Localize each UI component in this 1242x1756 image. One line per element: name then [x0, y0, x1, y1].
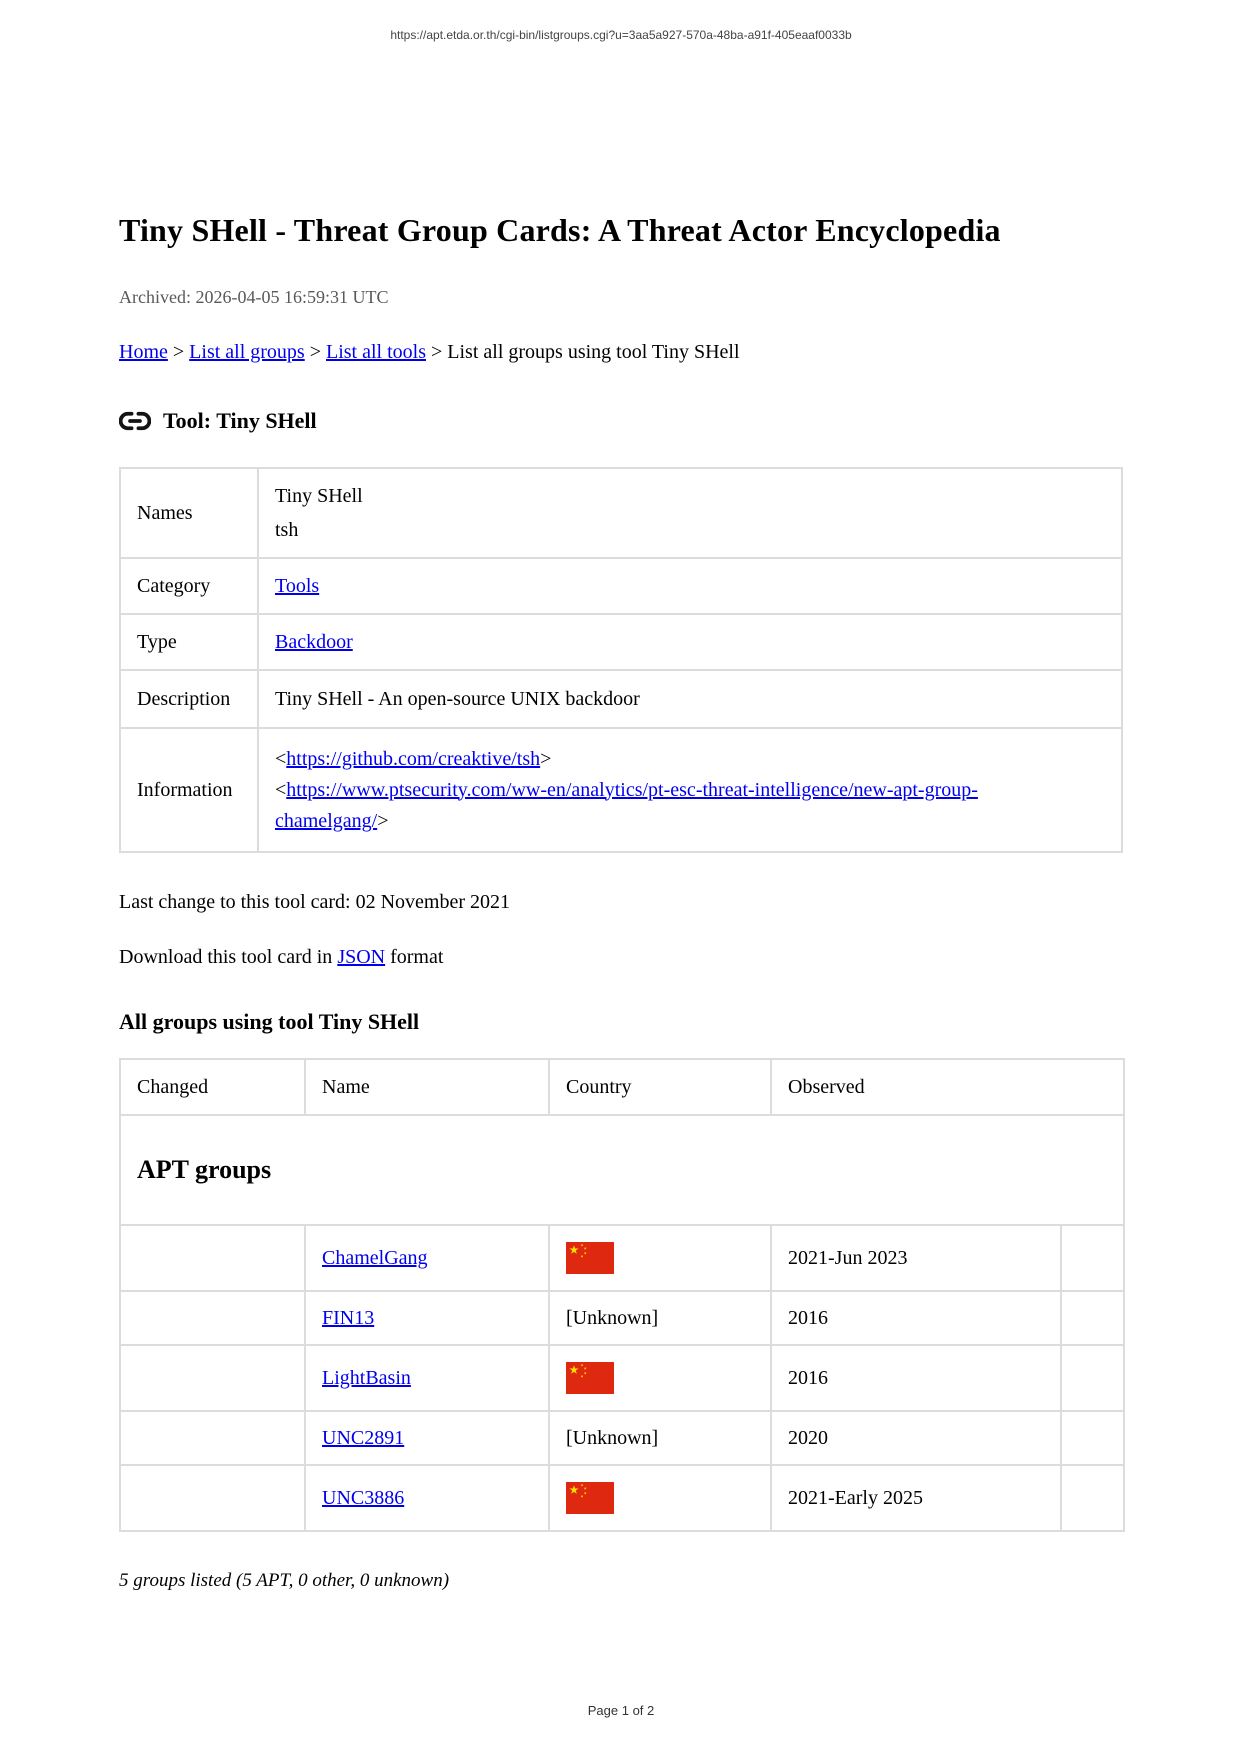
information-link-github[interactable]: https://github.com/creaktive/tsh	[286, 747, 541, 770]
bracket: <	[275, 778, 287, 801]
cell-country	[549, 1291, 771, 1345]
cell-changed	[120, 1291, 305, 1345]
row-label-description: Description	[120, 670, 258, 728]
tool-row-type	[120, 614, 1122, 670]
groups-table	[119, 1058, 1125, 1532]
json-download-link[interactable]: JSON	[337, 946, 386, 968]
tool-heading-label: Tool: Tiny SHell	[163, 408, 317, 433]
breadcrumb-current: List all groups using tool Tiny SHell	[447, 341, 740, 363]
last-change-note: Last change to this tool card: 02 November 2021	[119, 891, 511, 913]
breadcrumb-separator: >	[172, 341, 185, 363]
column-header-country: Country	[549, 1059, 771, 1115]
groups-section-row	[120, 1115, 1124, 1225]
cell-observed: 2020	[771, 1411, 1061, 1465]
groups-header-row	[120, 1059, 1124, 1115]
cell-changed	[120, 1345, 305, 1411]
bracket: >	[377, 809, 389, 832]
tool-description-value: Tiny SHell - An open-source UNIX backdoor	[258, 670, 1122, 728]
tool-names-value: Tiny SHell tsh	[258, 468, 1122, 558]
china-flag-icon	[566, 1362, 614, 1394]
link-icon	[119, 410, 151, 432]
category-tools-link[interactable]: Tools	[275, 574, 320, 597]
table-row	[120, 1345, 1124, 1411]
country-label: [Unknown]	[566, 1306, 659, 1329]
cell-empty	[1061, 1465, 1124, 1531]
page-number: Page 1 of 2	[587, 1703, 655, 1718]
breadcrumb	[119, 340, 1123, 364]
cell-observed: 2016	[771, 1345, 1061, 1411]
table-row	[120, 1291, 1124, 1345]
group-link-unc3886[interactable]: UNC3886	[322, 1486, 405, 1509]
bracket: >	[540, 747, 552, 770]
country-label: [Unknown]	[566, 1426, 659, 1449]
row-label-type: Type	[120, 614, 258, 670]
cell-empty	[1061, 1411, 1124, 1465]
cell-empty	[1061, 1345, 1124, 1411]
cell-country	[549, 1411, 771, 1465]
row-label-names: Names	[120, 468, 258, 558]
cell-changed	[120, 1225, 305, 1291]
group-link-fin13[interactable]: FIN13	[322, 1306, 375, 1329]
group-link-unc2891[interactable]: UNC2891	[322, 1426, 405, 1449]
cell-empty	[1061, 1225, 1124, 1291]
table-row	[120, 1411, 1124, 1465]
table-row	[120, 1465, 1124, 1531]
information-link-line	[275, 775, 1105, 837]
column-header-observed: Observed	[771, 1059, 1124, 1115]
breadcrumb-home-link[interactable]: Home	[119, 341, 168, 363]
download-prefix: Download this tool card in	[119, 946, 338, 968]
cell-country	[549, 1465, 771, 1531]
china-flag-icon	[566, 1482, 614, 1514]
cell-empty	[1061, 1291, 1124, 1345]
apt-groups-section-label: APT groups	[120, 1115, 1124, 1225]
breadcrumb-separator: >	[309, 341, 321, 363]
information-link-ptsecurity[interactable]: https://www.ptsecurity.com/ww-en/analytics/pt-esc-threat-intelligence/new-apt-group- chamelgang/	[275, 778, 978, 832]
cell-country	[549, 1345, 771, 1411]
tool-row-description	[120, 670, 1122, 728]
groups-count-summary: 5 groups listed (5 APT, 0 other, 0 unknown)	[119, 1570, 450, 1591]
bracket: <	[275, 747, 287, 770]
cell-observed: 2021-Jun 2023	[771, 1225, 1061, 1291]
tool-row-information	[120, 728, 1122, 852]
cell-changed	[120, 1411, 305, 1465]
cell-changed	[120, 1465, 305, 1531]
group-link-lightbasin[interactable]: LightBasin	[322, 1366, 411, 1389]
breadcrumb-list-all-tools-link[interactable]: List all tools	[326, 341, 426, 363]
tool-row-names	[120, 468, 1122, 558]
table-row	[120, 1225, 1124, 1291]
tool-heading	[119, 408, 1123, 434]
tool-card-table	[119, 467, 1123, 853]
column-header-name: Name	[305, 1059, 549, 1115]
cell-country	[549, 1225, 771, 1291]
column-header-changed: Changed	[120, 1059, 305, 1115]
cell-observed: 2016	[771, 1291, 1061, 1345]
download-suffix: format	[385, 946, 444, 968]
page-title: Tiny SHell - Threat Group Cards: A Threat Actor Encyclopedia	[119, 212, 1001, 248]
row-label-category: Category	[120, 558, 258, 614]
type-backdoor-link[interactable]: Backdoor	[275, 630, 353, 653]
breadcrumb-separator: >	[431, 341, 443, 363]
groups-heading: All groups using tool Tiny SHell	[119, 1009, 420, 1034]
row-label-information: Information	[120, 728, 258, 852]
information-link-line	[275, 744, 1105, 775]
cell-observed: 2021-Early 2025	[771, 1465, 1061, 1531]
breadcrumb-list-all-groups-link[interactable]: List all groups	[189, 341, 305, 363]
china-flag-icon	[566, 1242, 614, 1274]
print-url-header: https://apt.etda.or.th/cgi-bin/listgroups.cgi?u=3aa5a927-570a-48ba-a91f-405eaaf0033b	[390, 28, 852, 42]
tool-row-category	[120, 558, 1122, 614]
tool-information-value	[258, 728, 1122, 852]
download-line	[119, 946, 1123, 969]
group-link-chamelgang[interactable]: ChamelGang	[322, 1246, 428, 1269]
archived-timestamp: Archived: 2026-04-05 16:59:31 UTC	[119, 287, 389, 307]
